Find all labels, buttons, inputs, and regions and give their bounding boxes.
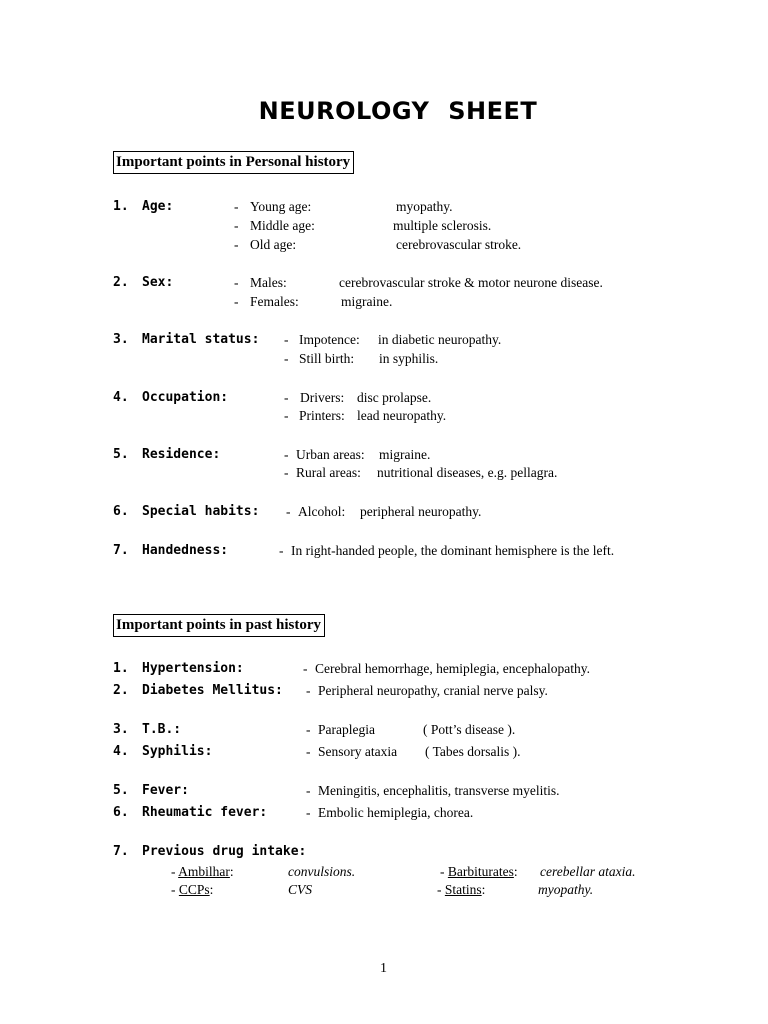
item-label-hypertension: Hypertension: [142, 661, 244, 676]
dash: - [234, 199, 239, 214]
dash: - [306, 744, 311, 759]
entry-key: Urban areas: [296, 447, 365, 462]
drug-name: Ambilhar [178, 864, 230, 879]
entry-text: Peripheral neuropathy, cranial nerve palsy. [318, 683, 548, 698]
entry-value: peripheral neuropathy. [360, 504, 482, 519]
entry-note: ( Tabes dorsalis ). [425, 744, 521, 759]
item-number: 4. [113, 390, 129, 405]
entry-key: Young age: [250, 199, 312, 214]
page-number: 1 [380, 961, 387, 976]
item-label-tb: T.B.: [142, 722, 182, 737]
item-number: 1. [113, 661, 129, 676]
item-label-special-habits: Special habits: [142, 504, 260, 519]
drug-effect: myopathy. [538, 882, 594, 897]
entry-key: Drivers: [300, 390, 345, 405]
entry-key: Alcohol: [298, 504, 346, 519]
section-heading-personal-history: Important points in Personal history [113, 151, 354, 174]
item-number: 5. [113, 447, 129, 462]
entry-key: Rural areas: [296, 465, 361, 480]
item-number: 1. [113, 199, 129, 214]
item-label-sex: Sex: [142, 275, 174, 290]
entry-value: in syphilis. [379, 351, 439, 366]
item-label-occupation: Occupation: [142, 390, 229, 405]
item-number: 7. [113, 543, 129, 558]
dash: - [234, 275, 239, 290]
entry-value: myopathy. [396, 199, 453, 214]
entry-text: Meningitis, encephalitis, transverse myelitis. [318, 783, 560, 798]
entry-value: multiple sclerosis. [393, 218, 492, 233]
dash: - [437, 882, 442, 897]
item-number: 3. [113, 332, 129, 347]
dash: - [284, 408, 289, 423]
item-label-age: Age: [142, 199, 174, 214]
drug-entry-statins [437, 882, 485, 898]
dash: - [284, 351, 289, 366]
entry-key: Printers: [299, 408, 345, 423]
dash: - [284, 447, 289, 462]
entry-value: cerebrovascular stroke. [396, 237, 522, 252]
item-label-rheumatic-fever: Rheumatic fever: [142, 805, 268, 820]
drug-effect: CVS [288, 882, 313, 897]
item-label-handedness: Handedness: [142, 543, 229, 558]
entry-value: cerebrovascular stroke & motor neurone disease. [339, 275, 603, 290]
colon: : [513, 864, 518, 879]
dash: - [284, 332, 289, 347]
dash: - [234, 237, 239, 252]
dash: - [303, 661, 308, 676]
drug-entry-ccps [171, 882, 213, 898]
dash: - [306, 805, 311, 820]
entry-value: migraine. [341, 294, 393, 309]
dash: - [306, 783, 311, 798]
page-title: NEUROLOGY SHEET [258, 97, 538, 125]
entry-note: ( Pott’s disease ). [423, 722, 516, 737]
item-label-previous-drug-intake: Previous drug intake: [142, 844, 307, 859]
dash: - [171, 864, 176, 879]
item-number: 2. [113, 275, 129, 290]
dash: - [279, 543, 284, 558]
dash: - [284, 390, 289, 405]
entry-key: Middle age: [250, 218, 315, 233]
item-label-residence: Residence: [142, 447, 221, 462]
entry-text: Cerebral hemorrhage, hemiplegia, encephalopathy. [315, 661, 591, 676]
drug-name: CCPs [178, 882, 210, 897]
item-label-syphilis: Syphilis: [142, 744, 213, 759]
dash: - [171, 882, 176, 897]
entry-value: lead neuropathy. [357, 408, 447, 423]
dash: - [440, 864, 445, 879]
entry-text: Embolic hemiplegia, chorea. [318, 805, 474, 820]
entry-text: Paraplegia [318, 722, 375, 737]
item-label-marital-status: Marital status: [142, 332, 260, 347]
entry-value: in diabetic neuropathy. [378, 332, 502, 347]
entry-value: disc prolapse. [357, 390, 432, 405]
dash: - [306, 722, 311, 737]
dash: - [234, 218, 239, 233]
drug-effect: cerebellar ataxia. [540, 864, 636, 879]
item-label-fever: Fever: [142, 783, 189, 798]
dash: - [306, 683, 311, 698]
entry-key: Females: [250, 294, 299, 309]
item-number: 2. [113, 683, 129, 698]
colon: : [209, 882, 214, 897]
entry-key: Still birth: [299, 351, 355, 366]
dash: - [284, 465, 289, 480]
item-number: 3. [113, 722, 129, 737]
dash: - [286, 504, 291, 519]
drug-entry-ambilhar [171, 864, 234, 880]
entry-value: nutritional diseases, e.g. pellagra. [377, 465, 558, 480]
section-heading-past-history: Important points in past history [113, 614, 325, 637]
entry-key: Males: [250, 275, 287, 290]
entry-text: Sensory ataxia [318, 744, 398, 759]
drug-name: Statins [444, 882, 482, 897]
item-number: 4. [113, 744, 129, 759]
entry-text: In right-handed people, the dominant hemisphere is the left. [291, 543, 615, 558]
colon: : [481, 882, 486, 897]
entry-key: Old age: [250, 237, 297, 252]
item-number: 6. [113, 504, 129, 519]
item-number: 6. [113, 805, 129, 820]
drug-name: Barbiturates [447, 864, 514, 879]
dash: - [234, 294, 239, 309]
item-label-diabetes-mellitus: Diabetes Mellitus: [142, 683, 283, 698]
entry-key: Impotence: [299, 332, 360, 347]
item-number: 7. [113, 844, 129, 859]
drug-entry-barbiturates [440, 864, 518, 880]
drug-effect: convulsions. [288, 864, 356, 879]
item-number: 5. [113, 783, 129, 798]
entry-value: migraine. [379, 447, 431, 462]
colon: : [229, 864, 234, 879]
